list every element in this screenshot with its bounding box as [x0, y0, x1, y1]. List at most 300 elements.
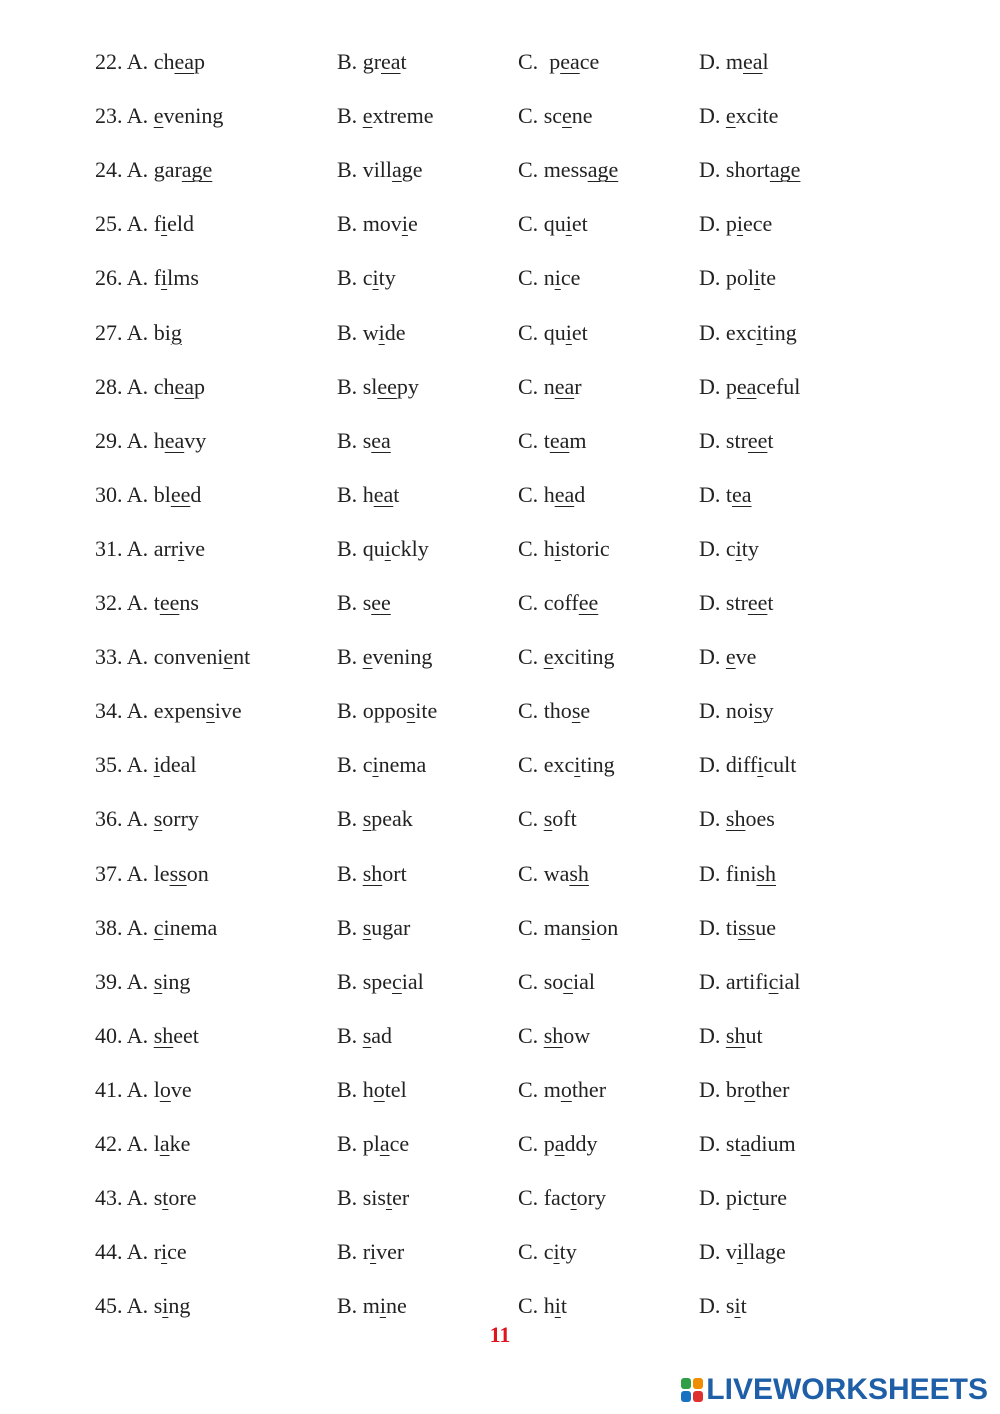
word-prefix: arr — [153, 535, 179, 561]
option-letter: D. — [699, 1185, 726, 1211]
word-prefix: v — [725, 1239, 737, 1265]
word-prefix: pol — [725, 265, 755, 291]
option-c[interactable] — [518, 46, 599, 78]
word-prefix: w — [362, 319, 379, 345]
option-b[interactable] — [337, 425, 391, 457]
underlined-sound: i — [754, 265, 761, 291]
option-a[interactable] — [95, 317, 182, 349]
word-prefix: m — [362, 1293, 380, 1319]
option-b[interactable] — [337, 587, 391, 619]
option-b[interactable] — [337, 912, 410, 944]
option-b[interactable] — [337, 1236, 404, 1268]
word-suffix: lms — [167, 265, 199, 291]
word-prefix: m — [725, 49, 744, 74]
option-letter: C. — [518, 644, 544, 670]
option-b[interactable] — [337, 749, 426, 781]
word-prefix: vill — [362, 157, 393, 183]
word-suffix: ve — [170, 1076, 192, 1102]
option-letter: D. — [699, 481, 726, 507]
option-letter: A. — [126, 1185, 154, 1211]
word-suffix: orry — [162, 806, 199, 832]
option-c[interactable] — [518, 1236, 577, 1268]
option-c[interactable] — [518, 749, 615, 781]
option-letter: D. — [699, 157, 726, 183]
option-a[interactable] — [95, 100, 223, 132]
word-prefix: conveni — [153, 644, 224, 670]
option-d[interactable] — [699, 803, 775, 835]
word-suffix: inema — [163, 914, 218, 940]
option-c[interactable] — [518, 966, 595, 998]
option-b[interactable] — [337, 803, 413, 835]
underlined-sound: sh — [543, 1022, 564, 1048]
option-c[interactable] — [518, 1128, 597, 1160]
option-c[interactable] — [518, 587, 598, 619]
word-prefix: h — [153, 427, 165, 453]
option-d[interactable] — [699, 371, 800, 403]
option-letter: C. — [518, 752, 544, 778]
option-letter: D. — [699, 535, 726, 561]
word-prefix: exc — [543, 752, 575, 778]
underlined-sound: ee — [371, 590, 391, 615]
option-d[interactable] — [699, 262, 776, 294]
option-d[interactable] — [699, 695, 774, 727]
word-suffix: ne — [571, 103, 593, 129]
underlined-sound: ee — [747, 427, 768, 453]
option-c[interactable] — [518, 371, 582, 403]
option-d[interactable] — [699, 1236, 786, 1268]
underlined-sound: s — [543, 806, 553, 832]
underlined-sound: s — [362, 914, 372, 940]
option-b[interactable] — [337, 208, 418, 240]
option-d[interactable] — [699, 1020, 763, 1052]
word-suffix: ing — [162, 968, 191, 994]
underlined-sound: a — [392, 157, 402, 183]
underlined-sound: i — [734, 1293, 741, 1319]
option-letter: A. — [126, 427, 154, 453]
underlined-sound: i — [378, 319, 385, 345]
underlined-sound: age — [769, 157, 801, 183]
word-prefix: c — [543, 1239, 554, 1265]
option-letter: D. — [699, 211, 726, 237]
option-b[interactable] — [337, 1182, 409, 1214]
option-b[interactable] — [337, 262, 396, 294]
word-suffix: ve — [184, 535, 205, 561]
word-suffix: llage — [743, 1239, 786, 1265]
option-d[interactable] — [699, 912, 776, 944]
liveworksheets-logo-icon — [680, 1377, 704, 1403]
word-suffix: te — [760, 265, 777, 291]
word-prefix: s — [153, 1185, 163, 1211]
option-letter: D. — [699, 590, 726, 615]
underlined-sound: e — [362, 103, 373, 129]
option-a[interactable] — [95, 858, 209, 890]
option-d[interactable] — [699, 1128, 796, 1160]
word-prefix: ch — [153, 49, 175, 74]
question-row — [0, 587, 1000, 619]
option-b[interactable] — [337, 154, 423, 186]
option-letter: C. — [518, 49, 550, 74]
option-d[interactable] — [699, 479, 752, 511]
option-c[interactable] — [518, 858, 589, 890]
option-b[interactable] — [337, 46, 407, 78]
underlined-sound: a — [159, 1131, 170, 1156]
option-letter: D. — [699, 1293, 726, 1319]
word-prefix: s — [725, 1293, 735, 1319]
word-suffix: t — [767, 427, 774, 453]
option-letter: A. — [126, 806, 154, 832]
option-letter: D. — [699, 373, 726, 399]
option-b[interactable] — [337, 966, 424, 998]
option-d[interactable] — [699, 533, 759, 565]
word-suffix: xcite — [735, 103, 779, 129]
underlined-sound: ea — [164, 427, 185, 453]
option-b[interactable] — [337, 479, 399, 511]
option-c[interactable] — [518, 317, 588, 349]
underlined-sound: e — [562, 103, 572, 129]
question-row — [0, 154, 1000, 186]
question-number: 31. — [95, 535, 123, 561]
word-prefix: s — [362, 590, 372, 615]
underlined-sound: ea — [736, 373, 757, 399]
word-prefix: qu — [362, 535, 385, 561]
word-prefix: l — [153, 1076, 160, 1102]
word-prefix: tho — [543, 698, 572, 724]
underlined-sound: c — [563, 968, 574, 994]
question-number: 37. — [95, 860, 123, 886]
option-c[interactable] — [518, 208, 588, 240]
option-b[interactable] — [337, 371, 419, 403]
option-letter: A. — [126, 1239, 154, 1265]
underlined-sound: s — [754, 698, 763, 724]
underlined-sound: a — [554, 1131, 565, 1156]
word-suffix: d — [190, 481, 202, 507]
underlined-sound: c — [392, 968, 402, 994]
underlined-sound: sh — [362, 860, 383, 886]
question-row — [0, 695, 1000, 727]
option-a[interactable] — [95, 803, 199, 835]
option-letter: B. — [337, 1185, 363, 1211]
option-d[interactable] — [699, 641, 756, 673]
underlined-sound: e — [725, 644, 736, 670]
option-a[interactable] — [95, 154, 212, 186]
underlined-sound: i — [736, 1239, 744, 1265]
underlined-sound: c — [768, 968, 779, 994]
word-suffix: peak — [371, 806, 413, 832]
question-number: 29. — [95, 427, 123, 453]
option-b[interactable] — [337, 533, 429, 565]
word-suffix: ting — [580, 752, 615, 778]
word-suffix: ther — [755, 1076, 790, 1102]
question-number: 34. — [95, 698, 123, 724]
option-d[interactable] — [699, 1182, 787, 1214]
option-letter: D. — [699, 698, 726, 724]
option-a[interactable] — [95, 1128, 190, 1160]
option-letter: C. — [518, 860, 544, 886]
word-prefix: le — [153, 860, 170, 886]
word-suffix: er — [392, 1185, 410, 1211]
option-letter: C. — [518, 590, 544, 615]
option-a[interactable] — [95, 1236, 187, 1268]
option-d[interactable] — [699, 858, 776, 890]
underlined-sound: e — [153, 103, 164, 129]
underlined-sound: i — [574, 752, 581, 778]
option-d[interactable] — [699, 587, 774, 619]
question-row — [0, 1074, 1000, 1106]
underlined-sound: ee — [747, 590, 768, 615]
question-number: 24. — [95, 157, 123, 183]
option-letter: B. — [337, 1022, 363, 1048]
option-b[interactable] — [337, 1128, 409, 1160]
option-a[interactable] — [95, 641, 250, 673]
word-prefix: bl — [153, 481, 171, 507]
option-c[interactable] — [518, 1020, 590, 1052]
underlined-sound: ea — [174, 49, 194, 74]
underlined-sound: i — [736, 211, 744, 237]
word-suffix: e — [580, 698, 591, 724]
word-prefix: spe — [362, 968, 393, 994]
word-prefix: str — [725, 590, 748, 615]
option-letter: A. — [126, 968, 154, 994]
option-c[interactable] — [518, 262, 580, 294]
underlined-sound: e — [543, 644, 554, 670]
word-prefix: t — [543, 427, 550, 453]
option-letter: A. — [126, 1131, 154, 1156]
question-number: 36. — [95, 806, 123, 832]
option-a[interactable] — [95, 1290, 190, 1322]
underlined-sound: i — [161, 1239, 168, 1265]
option-letter: B. — [337, 211, 363, 237]
word-suffix: vy — [184, 427, 207, 453]
word-suffix: dium — [750, 1131, 796, 1156]
word-prefix: h — [543, 535, 555, 561]
logo-square-orange — [693, 1378, 703, 1389]
word-prefix: f — [153, 265, 162, 291]
word-prefix: qu — [543, 319, 566, 345]
option-letter: A. — [126, 644, 154, 670]
underlined-sound: t — [385, 1185, 393, 1211]
option-d[interactable] — [699, 46, 769, 78]
word-suffix: deal — [159, 752, 197, 778]
underlined-sound: ee — [578, 590, 599, 615]
option-letter: A. — [126, 49, 154, 74]
option-a[interactable] — [95, 208, 194, 240]
word-prefix: fini — [725, 860, 757, 886]
option-a[interactable] — [95, 749, 196, 781]
question-number: 39. — [95, 968, 123, 994]
word-prefix: l — [153, 1131, 160, 1156]
option-a[interactable] — [95, 695, 242, 727]
logo-square-green — [681, 1378, 691, 1389]
option-b[interactable] — [337, 1290, 407, 1322]
option-letter: A. — [126, 590, 154, 615]
option-letter: A. — [126, 265, 154, 291]
option-b[interactable] — [337, 1074, 407, 1106]
underlined-sound: o — [159, 1076, 171, 1102]
option-letter: D. — [699, 265, 726, 291]
word-prefix: bi — [153, 319, 171, 345]
logo-square-blue — [681, 1391, 691, 1402]
option-d[interactable] — [699, 1074, 789, 1106]
question-row — [0, 425, 1000, 457]
question-number: 32. — [95, 590, 123, 615]
underlined-sound: age — [587, 157, 619, 183]
word-prefix: p — [725, 211, 737, 237]
underlined-sound: ee — [159, 590, 180, 615]
option-d[interactable] — [699, 208, 772, 240]
option-letter: C. — [518, 427, 544, 453]
word-prefix: p — [549, 49, 561, 74]
word-prefix: c — [362, 265, 373, 291]
underlined-sound: i — [553, 1239, 560, 1265]
option-b[interactable] — [337, 695, 437, 727]
question-row — [0, 208, 1000, 240]
option-c[interactable] — [518, 100, 593, 132]
option-d[interactable] — [699, 425, 774, 457]
brand-watermark[interactable] — [680, 1372, 988, 1408]
word-suffix: ce — [579, 49, 600, 74]
word-prefix: sis — [362, 1185, 386, 1211]
word-suffix: nt — [233, 644, 251, 670]
option-c[interactable] — [518, 1182, 606, 1214]
option-a[interactable] — [95, 1074, 192, 1106]
word-prefix: oppo — [362, 698, 407, 724]
option-a[interactable] — [95, 912, 217, 944]
underlined-sound: age — [181, 157, 213, 183]
word-suffix: eld — [167, 211, 195, 237]
question-number: 27. — [95, 319, 123, 345]
underlined-sound: s — [153, 806, 163, 832]
option-letter: C. — [518, 1293, 544, 1319]
underlined-sound: ss — [169, 860, 187, 886]
question-number: 28. — [95, 373, 123, 399]
option-c[interactable] — [518, 425, 586, 457]
option-a[interactable] — [95, 533, 205, 565]
option-c[interactable] — [518, 641, 615, 673]
underlined-sound: ea — [560, 49, 580, 74]
option-letter: B. — [337, 1076, 363, 1102]
word-suffix: t — [560, 1293, 567, 1319]
option-b[interactable] — [337, 641, 432, 673]
option-d[interactable] — [699, 154, 800, 186]
word-prefix: f — [153, 211, 162, 237]
option-a[interactable] — [95, 587, 199, 619]
option-c[interactable] — [518, 695, 590, 727]
question-row — [0, 262, 1000, 294]
option-a[interactable] — [95, 425, 206, 457]
option-d[interactable] — [699, 966, 800, 998]
question-row — [0, 641, 1000, 673]
word-suffix: ut — [745, 1022, 763, 1048]
word-suffix: oft — [552, 806, 577, 832]
option-a[interactable] — [95, 371, 205, 403]
question-row — [0, 371, 1000, 403]
underlined-sound: g — [170, 319, 182, 345]
word-suffix: ort — [382, 860, 407, 886]
word-suffix: ty — [741, 535, 759, 561]
option-letter: B. — [337, 968, 363, 994]
word-suffix: ting — [762, 319, 797, 345]
option-d[interactable] — [699, 317, 797, 349]
option-letter: D. — [699, 806, 726, 832]
question-number: 42. — [95, 1131, 123, 1156]
option-a[interactable] — [95, 46, 205, 78]
option-letter: D. — [699, 968, 726, 994]
option-a[interactable] — [95, 1182, 196, 1214]
question-number: 22. — [95, 49, 123, 74]
option-b[interactable] — [337, 858, 407, 890]
option-b[interactable] — [337, 317, 405, 349]
word-prefix: ti — [725, 914, 739, 940]
option-a[interactable] — [95, 1020, 199, 1052]
option-letter: B. — [337, 698, 363, 724]
option-c[interactable] — [518, 479, 585, 511]
word-suffix: t — [400, 49, 407, 74]
option-a[interactable] — [95, 966, 190, 998]
option-c[interactable] — [518, 533, 610, 565]
option-letter: A. — [126, 535, 154, 561]
option-letter: C. — [518, 265, 544, 291]
word-prefix: n — [543, 265, 555, 291]
question-number: 41. — [95, 1076, 123, 1102]
option-letter: A. — [126, 860, 154, 886]
question-row — [0, 46, 1000, 78]
option-c[interactable] — [518, 1290, 567, 1322]
option-letter: A. — [126, 1022, 154, 1048]
option-letter: C. — [518, 103, 544, 129]
option-letter: B. — [337, 914, 363, 940]
option-b[interactable] — [337, 100, 434, 132]
word-suffix: ty — [559, 1239, 577, 1265]
word-suffix: ure — [758, 1185, 787, 1211]
underlined-sound: ea — [373, 481, 394, 507]
option-c[interactable] — [518, 803, 577, 835]
option-c[interactable] — [518, 912, 618, 944]
question-row — [0, 100, 1000, 132]
option-c[interactable] — [518, 1074, 606, 1106]
word-prefix: pl — [362, 1131, 380, 1156]
word-suffix: t — [740, 1293, 747, 1319]
word-prefix: pic — [725, 1185, 753, 1211]
underlined-sound: a — [379, 1131, 390, 1156]
word-suffix: r — [574, 373, 582, 399]
underlined-sound: t — [162, 1185, 169, 1211]
word-prefix: noi — [725, 698, 755, 724]
option-d[interactable] — [699, 100, 778, 132]
underlined-sound: i — [565, 319, 572, 345]
underlined-sound: i — [372, 265, 379, 291]
word-prefix: p — [543, 1131, 555, 1156]
underlined-sound: ea — [743, 49, 763, 74]
option-letter: D. — [699, 1022, 726, 1048]
word-prefix: mov — [362, 211, 402, 237]
option-d[interactable] — [699, 1290, 747, 1322]
word-prefix: t — [153, 590, 160, 615]
option-letter: C. — [518, 914, 544, 940]
word-prefix: c — [362, 752, 373, 778]
word-prefix: h — [362, 1076, 374, 1102]
option-letter: D. — [699, 103, 726, 129]
word-suffix: ial — [401, 968, 424, 994]
option-d[interactable] — [699, 749, 796, 781]
option-letter: B. — [337, 427, 363, 453]
option-b[interactable] — [337, 1020, 392, 1052]
word-suffix: ive — [214, 698, 242, 724]
option-c[interactable] — [518, 154, 618, 186]
option-a[interactable] — [95, 479, 201, 511]
option-a[interactable] — [95, 262, 199, 294]
option-letter: A. — [126, 157, 154, 183]
word-suffix: ther — [571, 1076, 607, 1102]
